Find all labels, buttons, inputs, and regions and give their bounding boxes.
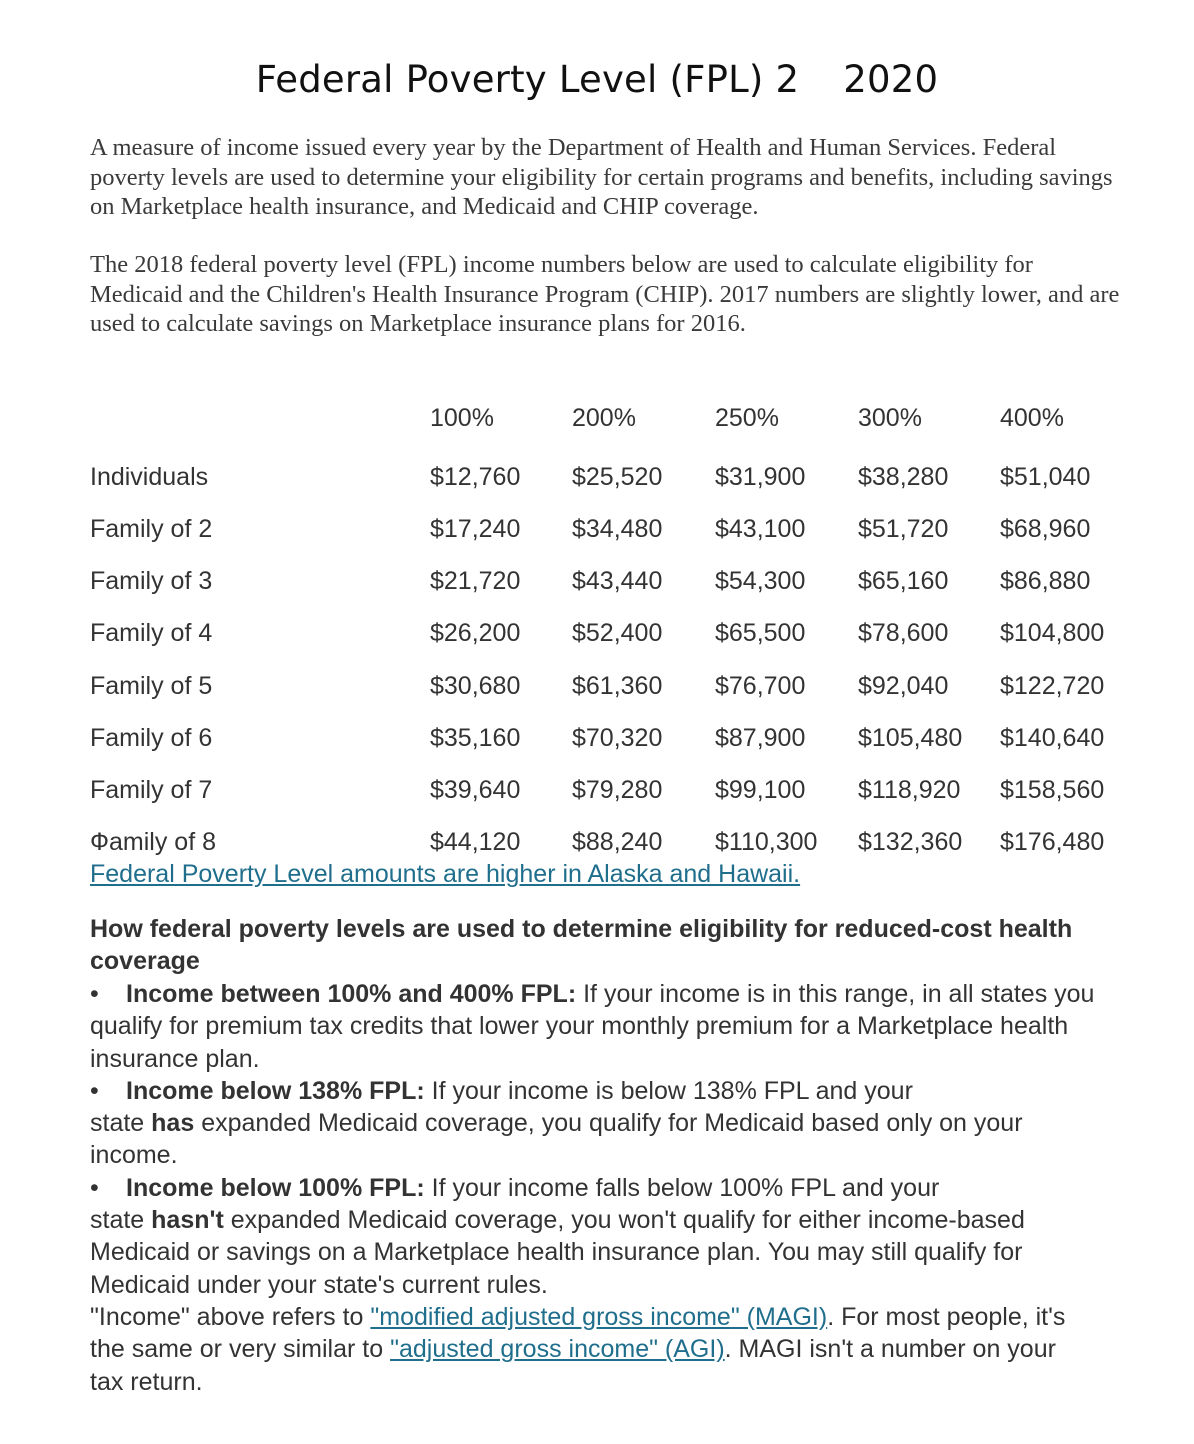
table-cell: $26,200 <box>430 619 521 647</box>
agi-link[interactable]: "adjusted gross income" (AGI) <box>390 1335 725 1364</box>
bullet-dot: • <box>90 1173 99 1202</box>
text-line: Medicaid or savings on a Marketplace health insurance plan. You may still qualify for <box>90 1238 1023 1267</box>
bullet-dot: • <box>90 1076 99 1105</box>
table-cell: $122,720 <box>1000 672 1105 700</box>
text-line: tax return. <box>90 1367 203 1396</box>
table-cell: $17,240 <box>430 515 521 543</box>
intro-paragraph-1: A measure of income issued every year by the Department of Health and Human Services. Federal poverty levels are used to determine your eligibility for certain programs and benefits, including savings on Marketplace health insurance, and Medicaid and CHIP coverage. <box>90 134 1113 220</box>
column-header: 100% <box>430 404 494 432</box>
alaska-hawaii-link[interactable]: Federal Poverty Level amounts are higher in Alaska and Hawaii. <box>90 860 801 888</box>
text-fragment: . For most people, it's <box>827 1302 1066 1331</box>
text-fragment: expanded Medicaid coverage, you qualify for Medicaid based only on your <box>194 1109 1023 1138</box>
row-label: Family of 4 <box>90 619 213 647</box>
table-cell: $105,480 <box>858 724 963 752</box>
table-cell: $176,480 <box>1000 828 1105 856</box>
text-fragment: state <box>90 1109 152 1138</box>
row-label: Individuals <box>90 463 209 491</box>
text-line: income. <box>90 1141 178 1170</box>
column-header: 300% <box>858 404 922 432</box>
table-cell: $132,360 <box>858 828 963 856</box>
table-cell: $68,960 <box>1000 515 1091 543</box>
text-fragment: state <box>90 1206 152 1235</box>
table-cell: $34,480 <box>572 515 663 543</box>
title-part-1: Federal Poverty Level (FPL) 2 <box>255 58 800 101</box>
row-label: Фamily of 8 <box>90 828 216 856</box>
list-item <box>90 1075 1150 1107</box>
table-cell: $39,640 <box>430 776 521 804</box>
table-cell: $158,560 <box>1000 776 1105 804</box>
table-cell: $52,400 <box>572 619 663 647</box>
text-fragment: . MAGI isn't a number on your <box>724 1335 1056 1364</box>
table-cell: $110,300 <box>715 828 818 856</box>
table-cell: $118,920 <box>858 776 961 804</box>
table-cell: $31,900 <box>715 463 806 491</box>
text-line: insurance plan. <box>90 1044 260 1073</box>
table-cell: $12,760 <box>430 463 521 491</box>
text-fragment: expanded Medicaid coverage, you won't qualify for either income-based <box>223 1206 1025 1235</box>
bullet-3-text: If your income falls below 100% FPL and your <box>424 1173 940 1202</box>
table-cell: $38,280 <box>858 463 949 491</box>
bold-hasnt: hasn't <box>151 1206 224 1235</box>
intro-paragraph-2: The 2018 federal poverty level (FPL) income numbers below are used to calculate eligibility for Medicaid and the Children's Health Insurance Program (CHIP). 2017 numbers are slightly lower, and are used to calculate savings on Marketplace insurance plans for 2016. <box>90 251 1120 337</box>
table-cell: $87,900 <box>715 724 806 752</box>
page-title <box>0 58 1194 101</box>
table-cell: $79,280 <box>572 776 663 804</box>
table-cell: $43,100 <box>715 515 806 543</box>
table-cell: $51,040 <box>1000 463 1091 491</box>
table-cell: $99,100 <box>715 776 806 804</box>
table-cell: $65,160 <box>858 567 949 595</box>
row-label: Family of 3 <box>90 567 213 595</box>
column-header: 400% <box>1000 404 1064 432</box>
column-header: 250% <box>715 404 779 432</box>
eligibility-heading: How federal poverty levels are used to determine eligibility for reduced-cost health coverage <box>90 915 1073 976</box>
bullet-dot: • <box>90 980 99 1008</box>
row-label: Family of 6 <box>90 724 213 752</box>
row-label: Family of 7 <box>90 776 213 804</box>
text-line <box>90 1301 1150 1333</box>
table-cell: $61,360 <box>572 672 663 700</box>
text-line <box>90 1333 1150 1365</box>
bullet-1-bold: Income between 100% and 400% FPL: <box>126 980 577 1008</box>
bullet-1-text: If your income is in this range, in all states you <box>576 980 1095 1008</box>
table-cell: $25,520 <box>572 463 663 491</box>
bullet-list <box>90 978 1150 1398</box>
table-cell: $65,500 <box>715 619 806 647</box>
table-cell: $92,040 <box>858 672 949 700</box>
bullet-3-bold: Income below 100% FPL: <box>126 1173 425 1202</box>
text-line <box>90 1107 1150 1139</box>
list-item <box>90 978 1150 1010</box>
bullet-2-text: If your income is below 138% FPL and your <box>424 1076 913 1105</box>
title-year: 2020 <box>843 58 939 101</box>
text-line: qualify for premium tax credits that lower your monthly premium for a Marketplace health <box>90 1012 1069 1041</box>
table-cell: $21,720 <box>430 567 521 595</box>
bullet-2-bold: Income below 138% FPL: <box>126 1076 425 1105</box>
table-cell: $104,800 <box>1000 619 1105 647</box>
table-cell: $76,700 <box>715 672 806 700</box>
list-item <box>90 1172 1150 1204</box>
row-label: Family of 5 <box>90 672 213 700</box>
text-fragment: "Income" above refers to <box>90 1302 371 1331</box>
column-header: 200% <box>572 404 636 432</box>
text-line: Medicaid under your state's current rules. <box>90 1270 548 1299</box>
table-cell: $44,120 <box>430 828 521 856</box>
table-cell: $51,720 <box>858 515 949 543</box>
magi-link[interactable]: "modified adjusted gross income" (MAGI) <box>370 1302 828 1331</box>
row-label: Family of 2 <box>90 515 213 543</box>
table-cell: $35,160 <box>430 724 521 752</box>
table-cell: $78,600 <box>858 619 949 647</box>
text-line <box>90 1204 1150 1236</box>
table-cell: $54,300 <box>715 567 806 595</box>
table-cell: $140,640 <box>1000 724 1105 752</box>
text-fragment: the same or very similar to <box>90 1335 391 1364</box>
bold-has: has <box>151 1109 195 1138</box>
table-cell: $70,320 <box>572 724 663 752</box>
table-cell: $86,880 <box>1000 567 1091 595</box>
table-cell: $30,680 <box>430 672 521 700</box>
table-cell: $88,240 <box>572 828 663 856</box>
table-cell: $43,440 <box>572 567 663 595</box>
